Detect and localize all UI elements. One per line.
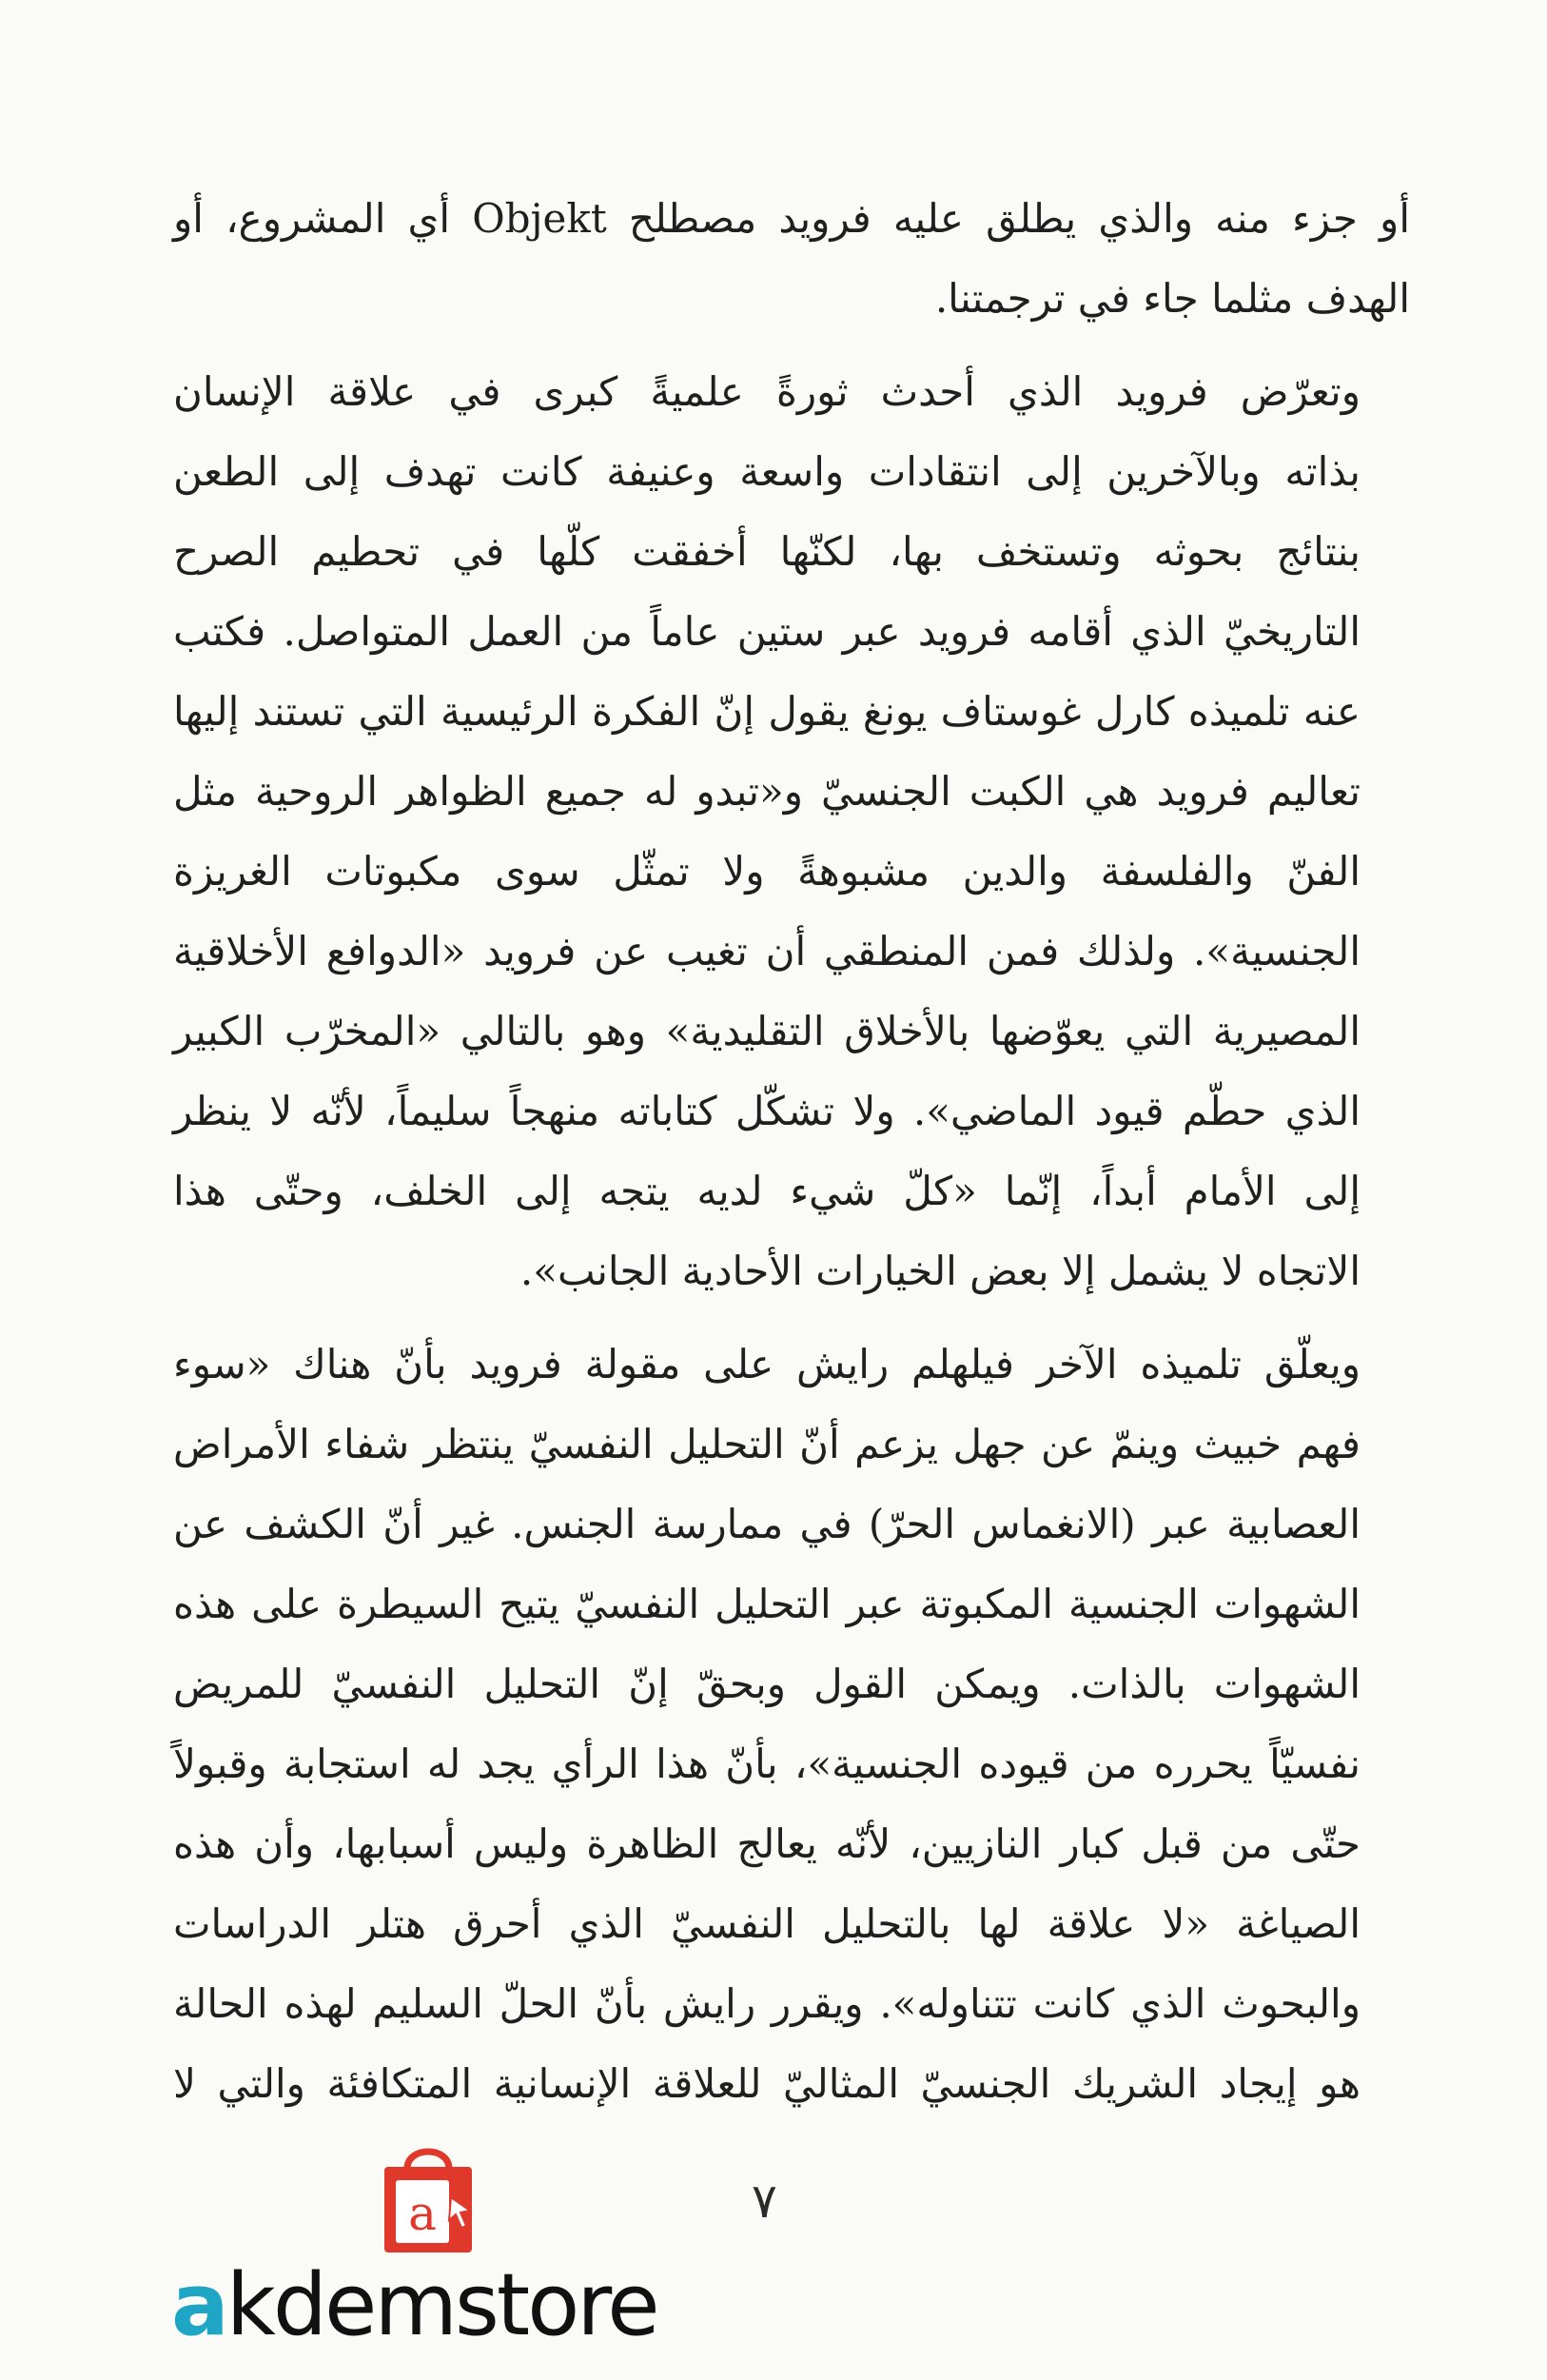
page-body [173, 179, 1410, 2137]
text-line: بذاته وبالآخرين إلى انتقادات واسعة وعنيفة كانت تهدف إلى الطعن [173, 448, 1361, 495]
text-line: الاتجاه لا يشمل إلا بعض الخيارات الأحادية الجانب». [519, 1248, 1361, 1294]
logo-text-accent: a [171, 2255, 226, 2355]
shopping-bag-icon [371, 2136, 485, 2260]
text-line: الشهوات بالذات. ويمكن القول وبحقّ إنّ التحليل النفسيّ للمريض [173, 1661, 1361, 1707]
text-line: الصياغة «لا علاقة لها بالتحليل النفسيّ الذي أحرق هتلر الدراسات [173, 1900, 1361, 1947]
text-line: الهدف مثلما جاء في ترجمتنا. [934, 275, 1410, 322]
text-line: بنتائج بحوثه وتستخف بها، لكنّها أخفقت كلّها في تحطيم الصرح [173, 528, 1361, 575]
text-line: وتعرّض فرويد الذي أحدث ثورةً علميةً كبرى في علاقة الإنسان [173, 368, 1361, 415]
logo-wordmark [171, 2255, 685, 2355]
text-line: فهم خبيث وينمّ عن جهل يزعم أنّ التحليل النفسيّ ينتظر شفاء الأمراض [173, 1421, 1361, 1467]
text-line: إلى الأمام أبداً، إنّما «كلّ شيء لديه يتجه إلى الخلف، وحتّى هذا [173, 1168, 1361, 1214]
text-line: الفنّ والفلسفة والدين مشبوهةً ولا تمثّل سوى مكبوتات الغريزة [173, 848, 1361, 895]
text-line: المصيرية التي يعوّضها بالأخلاق التقليدية» وهو بالتالي «المخرّب الكبير [173, 1008, 1361, 1054]
text-line: أو جزء منه والذي يطلق عليه فرويد مصطلح Objekt أي المشروع، أو [173, 195, 1410, 242]
paragraph-1 [173, 179, 1410, 339]
text-line: التاريخيّ الذي أقامه فرويد عبر ستين عاماً من العمل المتواصل. فكتب [173, 608, 1361, 655]
text-line: حتّى من قبل كبار النازيين، لأنّه يعالج الظاهرة وليس أسبابها، وأن هذه [173, 1820, 1361, 1867]
text-line: الذي حطّم قيود الماضي». ولا تشكّل كتاباته منهجاً سليماً، لأنّه لا ينظر [173, 1088, 1361, 1134]
text-line: الشهوات الجنسية المكبوتة عبر التحليل النفسيّ يتيح السيطرة على هذه [173, 1581, 1361, 1627]
paragraph-2 [173, 352, 1410, 1311]
text-line: والبحوث الذي كانت تتناوله». ويقرر رايش بأنّ الحلّ السليم لهذه الحالة [173, 1980, 1361, 2027]
text-line: ويعلّق تلميذه الآخر فيلهلم رايش على مقولة فرويد بأنّ هناك «سوء [173, 1341, 1361, 1387]
text-line: هو إيجاد الشريك الجنسيّ المثاليّ للعلاقة الإنسانية المتكافئة والتي لا [173, 2060, 1361, 2107]
text-line: نفسيّاً يحرره من قيوده الجنسية»، بأنّ هذا الرأي يجد له استجابة وقبولاً [173, 1741, 1361, 1787]
text-line: الجنسية». ولذلك فمن المنطقي أن تغيب عن فرويد «الدوافع الأخلاقية [173, 928, 1361, 974]
page-number: ٧ [752, 2173, 777, 2229]
text-line: تعاليم فرويد هي الكبت الجنسيّ و«تبدو له جميع الظواهر الروحية مثل [173, 768, 1361, 815]
logo-text-rest: kdemstore [225, 2255, 657, 2355]
text-line: العصابية عبر (الانغماس الحرّ) في ممارسة الجنس. غير أنّ الكشف عن [173, 1501, 1361, 1547]
paragraph-3 [173, 1325, 1410, 2124]
text-line: عنه تلميذه كارل غوستاف يونغ يقول إنّ الفكرة الرئيسية التي تستند إليها [173, 688, 1361, 735]
logo-icon-letter: a [408, 2186, 437, 2241]
store-logo [171, 2136, 685, 2355]
